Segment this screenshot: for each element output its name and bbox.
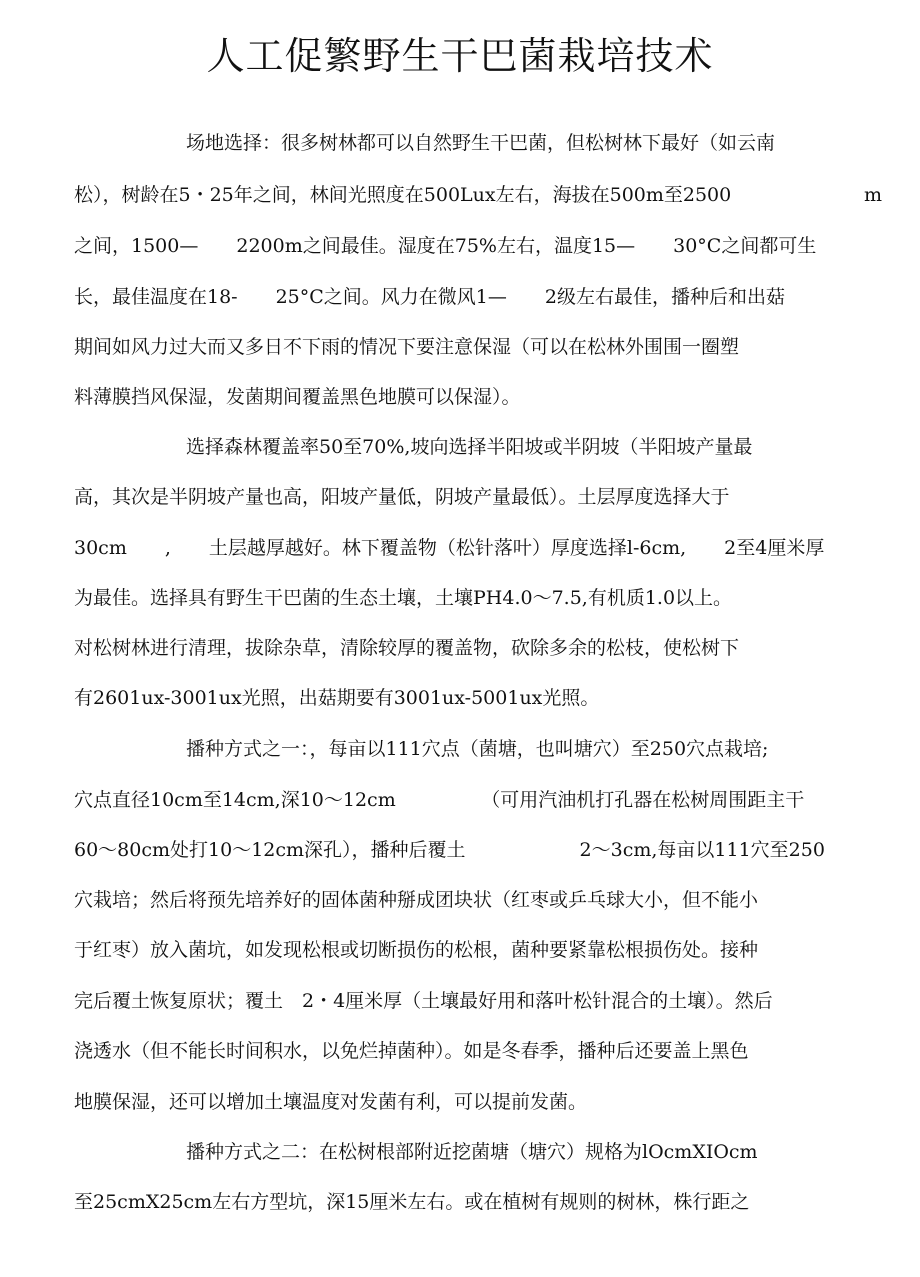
- text-line: 高，其次是半阴坡产量也高，阳坡产量低，阴坡产量最低）。土层厚度选择大于: [74, 486, 730, 508]
- text-line: 60～80cm处打10～12cm深孔），播种后覆土 2～3cm,每亩以111穴至250: [74, 839, 825, 861]
- text-line: 播种方式之一：，每亩以111穴点（菌塘，也叫塘穴）至250穴点栽培;: [186, 738, 769, 760]
- text-line: 场地选择：很多树林都可以自然野生干巴菌，但松树林下最好（如云南: [186, 132, 776, 154]
- text-line: 料薄膜挡风保湿，发菌期间覆盖黑色地膜可以保湿）。: [74, 386, 521, 408]
- text-line: 完后覆土恢复原状；覆土 2・4厘米厚（土壤最好用和落叶松针混合的土壤）。然后: [74, 990, 773, 1012]
- document-title: 人工促繁野生干巴菌栽培技术: [206, 34, 714, 78]
- text-line: 浇透水（但不能长时间积水，以免烂掉菌种）。如是冬春季，播种后还要盖上黑色: [74, 1040, 749, 1062]
- text-line: 选择森林覆盖率50至70%,坡向选择半阳坡或半阴坡（半阳坡产量最: [186, 436, 753, 458]
- text-line: 播种方式之二：在松树根部附近挖菌塘（塘穴）规格为lOcmXIOcm: [186, 1141, 758, 1163]
- text-line: 有2601ux-3001ux光照，出菇期要有3001ux-5001ux光照。: [74, 687, 600, 709]
- text-line: 长，最佳温度在18- 25°C之间。风力在微风1— 2级左右最佳，播种后和出菇: [74, 286, 785, 308]
- text-line-tail: m: [863, 184, 882, 206]
- text-line: 穴点直径10cm至14cm,深10～12cm （可用汽油机打孔器在松树周围距主干: [74, 789, 805, 811]
- text-line: 至25cmX25cm左右方型坑，深15厘米左右。或在植树有规则的树林，株行距之: [74, 1191, 750, 1213]
- text-line: 于红枣）放入菌坑，如发现松根或切断损伤的松根，菌种要紧靠松根损伤处。接种: [74, 939, 759, 961]
- text-line: 对松树林进行清理，拔除杂草，清除较厚的覆盖物，砍除多余的松枝，使松树下: [74, 637, 740, 659]
- text-line-main: 松），树龄在5・25年之间，林间光照度在500Lux左右，海拔在500m至2500: [74, 184, 732, 206]
- text-line: 为最佳。选择具有野生干巴菌的生态土壤，土壤PH4.0～7.5,有机质1.0以上。: [74, 587, 733, 609]
- text-line: 期间如风力过大而又多日不下雨的情况下要注意保湿（可以在松林外围围一圈塑: [74, 336, 740, 358]
- text-line: [74, 180, 882, 210]
- text-line: 地膜保湿，还可以增加土壤温度对发菌有利，可以提前发菌。: [74, 1091, 588, 1113]
- text-line: 穴栽培；然后将预先培养好的固体菌种掰成团块状（红枣或乒乓球大小，但不能小: [74, 889, 759, 911]
- text-line: 30cm , 土层越厚越好。林下覆盖物（松针落叶）厚度选择l-6cm, 2至4厘米厚: [74, 537, 825, 559]
- text-line: 之间，1500— 2200m之间最佳。湿度在75%左右，温度15— 30°C之间都可生: [74, 235, 817, 257]
